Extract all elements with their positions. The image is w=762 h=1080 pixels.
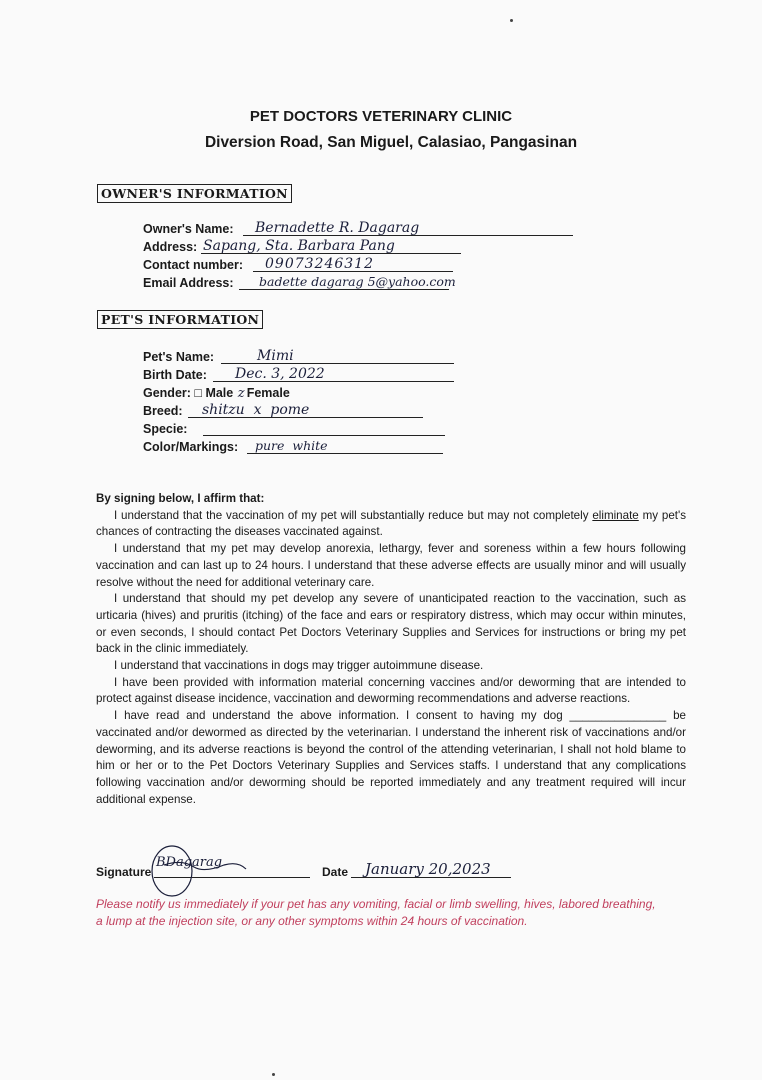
date-line <box>351 860 511 878</box>
breed-line <box>188 402 423 418</box>
clinic-address: Diversion Road, San Miguel, Calasiao, Pangasinan <box>204 134 578 151</box>
contact-line <box>253 256 453 272</box>
birth-date-label: Birth Date: <box>143 368 207 382</box>
signature-mark-icon <box>144 843 264 903</box>
affirm-lead: By signing below, I affirm that: <box>96 492 265 505</box>
contact-value: 09073246312 <box>265 256 374 272</box>
gender-female-option: Female <box>246 386 290 400</box>
email-line <box>239 274 456 290</box>
breed-label: Breed: <box>143 404 183 418</box>
address-line <box>201 238 461 254</box>
contact-row <box>143 256 374 274</box>
birth-date-line <box>213 366 454 382</box>
affirm-paragraph-2: I understand that my pet may develop anorexia, lethargy, fever and soreness within a few hours following vaccination and can last up to 24 hours. I understand that these adverse effects are usually minor and will usually resolve without the need for additional veterinary care. <box>96 542 686 589</box>
owner-fields <box>143 220 456 292</box>
gender-male-option[interactable]: □ Male <box>194 386 234 400</box>
affirm-paragraph-1: I understand that the vaccination of my pet will substantially reduce but may not completely eliminate my pet's chances of contracting the diseases vaccinated against. <box>96 508 686 539</box>
affirm-paragraph-6: I have read and understand the above information. I consent to having my dog _______________ be vaccinated and/or dewormed as directed by the veterinarian. I understand the inherent risk of vaccinations and/or deworming, and its adverse reactions is beyond the control of the attending veterinarian, I shall not hold blame to him or her or to the Pet Doctors Veterinary Supplies and Services staffs. I understand that any complications following vaccination and/or deworming should be reported immediately and any treatment required will incur additional expense. <box>96 709 686 806</box>
date-value: January 20,2023 <box>365 860 491 878</box>
scan-speck <box>272 1073 275 1076</box>
owner-section-title: OWNER'S INFORMATION <box>97 184 292 203</box>
color-value: pure white <box>255 438 328 453</box>
address-label: Address: <box>143 240 198 254</box>
specie-line <box>203 420 445 436</box>
color-line <box>247 438 443 454</box>
gender-row: Gender: □ Male z Female <box>143 386 290 401</box>
pet-name-line <box>221 348 454 364</box>
owner-name-line <box>243 220 573 236</box>
color-label: Color/Markings: <box>143 440 239 454</box>
affirmation-block <box>96 491 686 808</box>
owner-name-value: Bernadette R. Dagarag <box>255 220 420 236</box>
scan-speck <box>510 19 513 22</box>
pet-fields <box>143 348 328 456</box>
email-value: badette dagarag 5@yahoo.com <box>259 274 456 289</box>
contact-label: Contact number: <box>143 258 243 272</box>
specie-row <box>143 420 290 438</box>
breed-value: shitzu x pome <box>202 402 310 418</box>
signature-row <box>96 855 696 883</box>
pet-name-row <box>143 348 294 366</box>
birth-date-row <box>143 366 325 384</box>
email-row <box>143 274 456 292</box>
affirm-paragraph-4: I understand that vaccinations in dogs may trigger autoimmune disease. <box>114 659 484 673</box>
gender-label: Gender: <box>143 386 191 400</box>
birth-date-value: Dec. 3, 2022 <box>235 366 325 382</box>
affirm-paragraph-3: I understand that should my pet develop any severe of unanticipated reaction to the vaccination, such as urticaria (hives) and pruritis (itching) of the face and ears or respiratory distress, which may occur within minutes, or even seconds, I should contact Pet Doctors Veterinary Supplies and Services for instructions or bring my pet back in the clinic immediately. <box>96 592 686 656</box>
post-vaccination-notice: Please notify us immediately if your pet has any vomiting, facial or limb swelling, hives, labored breathing, a lump at the injection site, or any other symptoms within 24 hours of vaccination. <box>96 897 656 928</box>
pet-section-title: PET'S INFORMATION <box>97 310 263 329</box>
color-row <box>143 438 328 456</box>
pet-name-label: Pet's Name: <box>143 350 215 364</box>
address-value: Sapang, Sta. Barbara Pang <box>203 238 395 254</box>
email-label: Email Address: <box>143 276 234 290</box>
pet-name-value: Mimi <box>257 348 294 364</box>
owner-name-label: Owner's Name: <box>143 222 234 236</box>
affirm-paragraph-5: I have been provided with information material concerning vaccines and/or deworming that are intended to protect against disease incidence, vaccination and deworming recommendations and adverse reactions. <box>96 675 686 706</box>
specie-label: Specie: <box>143 422 188 436</box>
signature-label: Signature <box>96 865 152 879</box>
owner-address-row <box>143 238 395 256</box>
owner-name-row <box>143 220 420 238</box>
breed-row <box>143 402 310 420</box>
date-label: Date <box>322 865 349 879</box>
signature-value: BDagarag <box>156 855 223 870</box>
clinic-name: PET DOCTORS VETERINARY CLINIC <box>249 108 513 125</box>
